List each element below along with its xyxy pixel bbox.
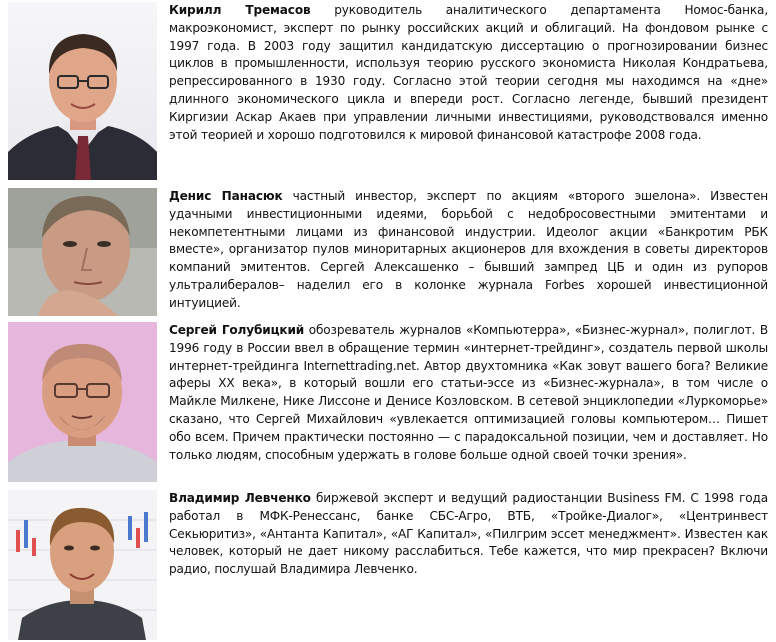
portrait-image xyxy=(8,490,157,640)
portrait-photo xyxy=(8,188,157,316)
portrait-photo xyxy=(8,2,157,180)
portrait-photo xyxy=(8,322,157,482)
expert-entry xyxy=(8,2,768,180)
expert-name: Кирилл Тремасов xyxy=(169,3,311,17)
expert-name: Денис Панасюк xyxy=(169,189,283,203)
expert-name: Владимир Левченко xyxy=(169,491,311,505)
portrait-image xyxy=(8,188,157,316)
expert-description: биржевой эксперт и ведущий радиостанции Business FM. С 1998 года работал в МФК-Ренессанс, банке СБС-Агро, ВТБ, «Тройке-Диалог», «Центринвест Секьюритиз», «Антанта Капитал», «АГ Капитал», «Пилгрим эссет менеджмент». Известен как человек, который не дает никому расслабиться. Тебе кажется, что мир прекрасен? Включи радио, послушай Владимира Левченко. xyxy=(169,491,769,577)
expert-entry xyxy=(8,188,768,316)
expert-bio xyxy=(169,188,768,313)
expert-description: обозреватель журналов «Компьютерра», «Бизнес-журнал», полиглот. В 1996 году в России ввел в обращение термин «интернет-трейдинг», создатель первой школы интернет-трейдинга Internettrading.net. Автор двухтомника «Как зовут вашего бога? Великие аферы XX века», в который вошли его статьи-эссе из «Бизнес-журнала», в том числе о Майкле Милкене, Нике Лиссоне и Денисе Козловском. В сетевой энциклопедии «Луркоморье» сказано, что Сергей Михайлович «увлекается оптимизацией головы компьютером… Пишет обо всем. Причем практически постоянно — с парадоксальной позиции, чем и доставляет. Но только людям, способным удержать в голове больше одной своей точки зрения». xyxy=(169,323,769,462)
expert-bio xyxy=(169,322,768,464)
expert-bio xyxy=(169,490,768,579)
expert-description: частный инвестор, эксперт по акциям «второго эшелона». Известен удачными инвестиционными идеями, борьбой с недобросовестными эмитентами и некомпетентными лицами из финансовой индустрии. Идеолог акции «Банкротим РБК вместе», организатор пулов миноритарных акционеров для вхождения в советы директоров компаний эмитентов. Сергей Алексашенко – бывший зампред ЦБ и один из рупоров ультралибералов– наделил его в колонке журнала Forbes хорошей инвестиционной интуицией. xyxy=(169,189,768,310)
portrait-image xyxy=(8,2,157,180)
portrait-image xyxy=(8,322,157,482)
expert-name: Сергей Голубицкий xyxy=(169,323,305,337)
expert-entry xyxy=(8,322,768,482)
portrait-photo xyxy=(8,490,157,640)
expert-description: руководитель аналитического департамента Номос-банка, макроэкономист, эксперт по рынку российских акций и облигаций. На фондовом рынке с 1997 года. В 2003 году защитил кандидатскую диссертацию о прогнозировании бизнес циклов в промышленности, используя теорию русского экономиста Николая Кондратьева, репрессированного в 1930 году. Согласно этой теории сегодня мы находимся на «дне» длинного экономического цикла и впереди рост. Согласно легенде, бывший президент Киргизии Аскар Акаев при управлении личными инвестициями, руководствовался именно этой теорией и хорошо подготовился к мировой финансовой катастрофе 2008 года. xyxy=(169,3,769,142)
expert-bio xyxy=(169,2,768,144)
expert-entry xyxy=(8,490,768,640)
